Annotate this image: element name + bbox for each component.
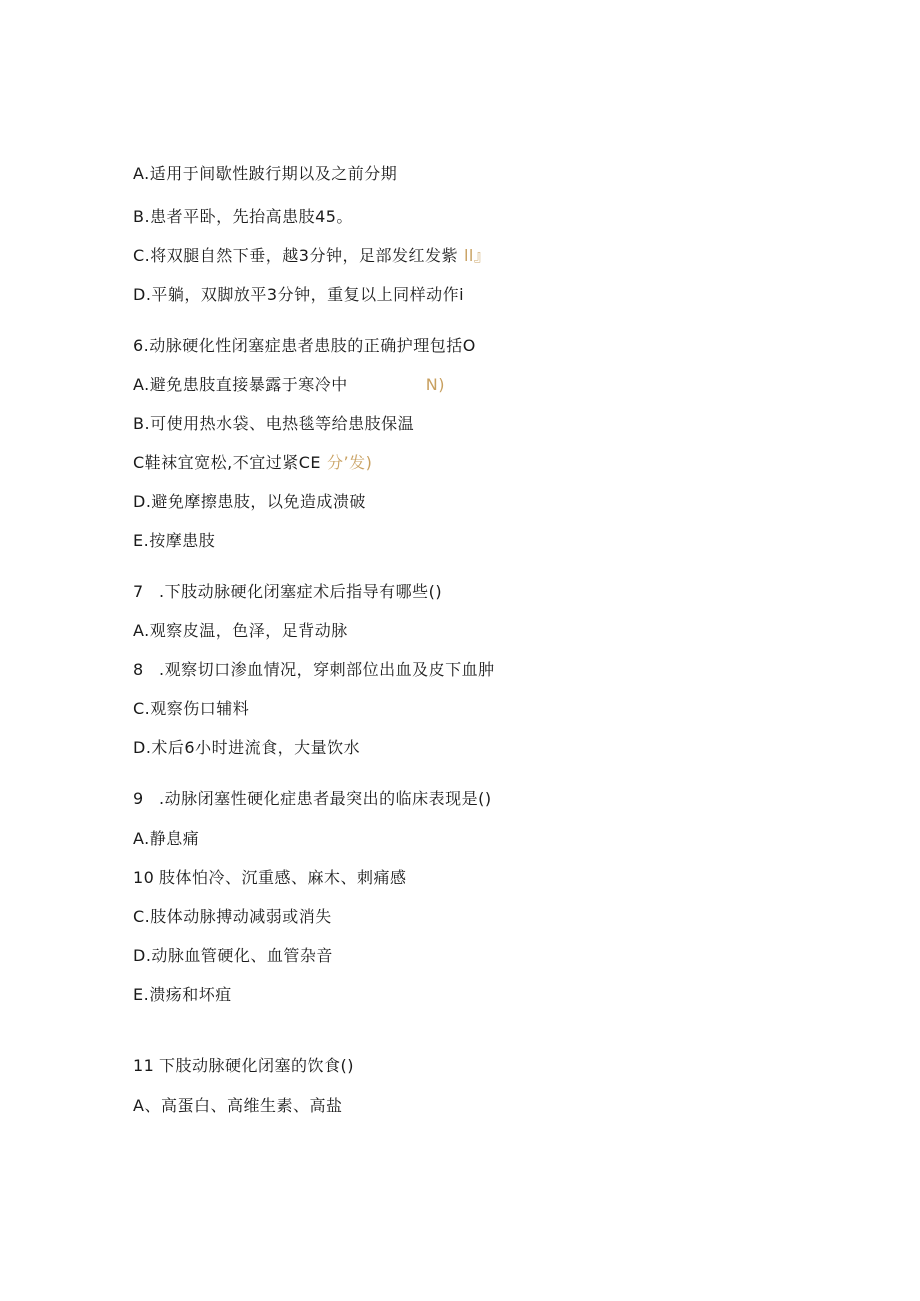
option-text: A、高蛋白、高维生素、高盐 [133,1096,343,1115]
option-text: D.术后6小时进流食，大量饮水 [133,738,361,757]
option-text: A.静息痛 [133,829,200,848]
option-line [133,246,490,266]
option-line [133,492,366,512]
option-line [133,907,332,927]
question-line [133,1056,354,1076]
question-line [133,336,476,356]
question-number: 11 [133,1056,155,1075]
option-line [133,621,348,641]
option-text: E.溃疡和坏疽 [133,985,232,1004]
question-text: .动脉闭塞性硬化症患者最突出的临床表现是() [159,789,492,808]
option-line [133,738,360,758]
option-line [133,285,464,305]
option-text: C.肢体动脉搏动减弱或消失 [133,907,332,926]
question-line [133,789,492,809]
option-text: A.避免患肢直接暴露于寒冷中 [133,375,348,394]
option-line [133,829,199,849]
option-text: C.将双腿自然下垂，越3分钟，足部发红发紫 [133,246,458,265]
question-line [133,582,442,602]
question-number: 10 [133,868,155,887]
question-number: 7 [133,582,144,601]
question-text: .观察切口渗血情况，穿刺部位出血及皮下血肿 [159,660,495,679]
option-text: D.平躺，双脚放平3分钟，重复以上同样动作i [133,285,465,304]
question-number: 9 [133,789,144,808]
option-text: E.按摩患肢 [133,531,216,550]
question-line [133,868,407,888]
option-text: A.适用于间歇性跛行期以及之前分期 [133,164,398,183]
handwritten-annotation: N) [425,375,445,394]
option-text: C.观察伤口辅料 [133,699,250,718]
option-line [133,985,232,1005]
question-text: 肢体怕冷、沉重感、麻木、刺痛感 [159,868,407,887]
option-line [133,531,215,551]
option-line [133,207,353,227]
option-text: B.可使用热水袋、电热毯等给患肢保温 [133,414,415,433]
question-text: .下肢动脉硬化闭塞症术后指导有哪些() [159,582,443,601]
handwritten-annotation: ll』 [463,246,491,265]
option-line [133,699,249,719]
option-line [133,946,333,966]
option-text: D.避免摩擦患肢，以免造成溃破 [133,492,366,511]
option-line [133,164,397,184]
question-line [133,660,495,680]
option-line [133,453,372,473]
option-line [133,1096,342,1116]
option-text: B.患者平卧，先抬高患肢45。 [133,207,353,226]
option-line [133,414,414,434]
question-text: 6.动脉硬化性闭塞症患者患肢的正确护理包括O [133,336,476,355]
option-text: C鞋袜宜宽松,不宜过紧CE [133,453,322,472]
question-number: 8 [133,660,144,679]
option-text: D.动脉血管硬化、血管杂音 [133,946,333,965]
handwritten-annotation: 分’发) [327,453,373,472]
option-line [133,375,445,395]
question-text: 下肢动脉硬化闭塞的饮食() [159,1056,354,1075]
option-text: A.观察皮温，色泽，足背动脉 [133,621,348,640]
